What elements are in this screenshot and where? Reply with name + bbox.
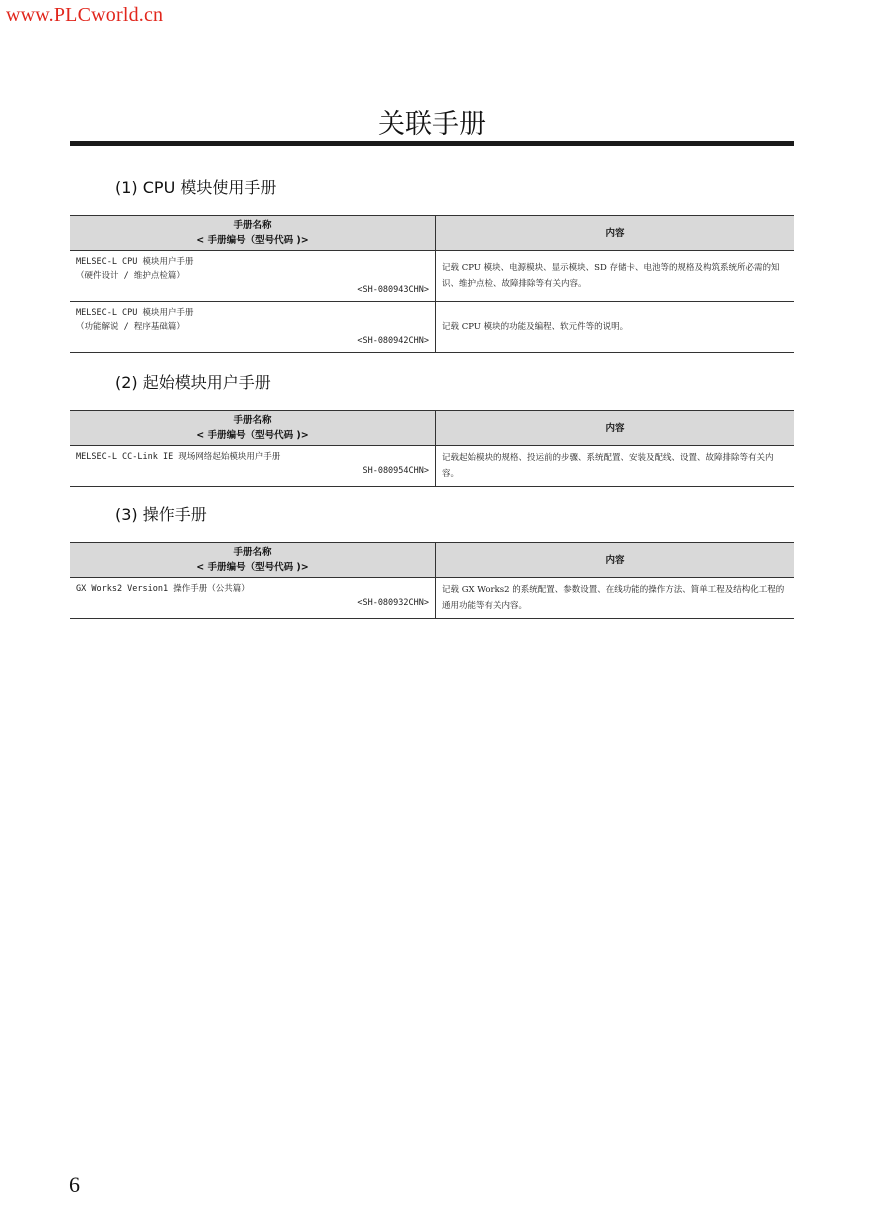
manual-content-cell: 记载 GX Works2 的系统配置、参数设置、在线功能的操作方法、简单工程及结构化工程的通用功能等有关内容。 — [436, 578, 795, 619]
manual-name-cell — [70, 302, 436, 353]
manual-code: <SH-080943CHN> — [357, 285, 429, 295]
table-header-row — [70, 543, 794, 578]
title-rule — [70, 141, 794, 146]
header-name-line1: 手册名称 — [233, 415, 272, 426]
table-header-row — [70, 216, 794, 251]
manual-title: MELSEC-L CPU 模块用户手册 — [76, 308, 194, 318]
cpu-manuals-table — [70, 215, 794, 353]
table-row — [70, 251, 794, 302]
section-heading-operating-manuals: (3) 操作手册 — [115, 505, 207, 524]
manual-code: <SH-080932CHN> — [357, 598, 429, 608]
header-name-line2: < 手册编号（型号代码 )> — [196, 235, 309, 246]
header-name-line2: < 手册编号（型号代码 )> — [196, 562, 309, 573]
manual-name-cell — [70, 251, 436, 302]
head-module-manuals-table — [70, 410, 794, 487]
manual-title: MELSEC-L CC-Link IE 现场网络起始模块用户手册 — [76, 452, 281, 462]
manual-code: SH-080954CHN> — [362, 466, 429, 476]
watermark-url: www.PLCworld.cn — [6, 4, 164, 26]
manual-subtitle: （功能解说 / 程序基础篇） — [76, 322, 185, 332]
table-row — [70, 446, 794, 487]
manual-subtitle: （硬件设计 / 维护点检篇） — [76, 271, 185, 281]
manual-code: <SH-080942CHN> — [357, 336, 429, 346]
manual-content-cell: 记载 CPU 模块、电源模块、显示模块、SD 存储卡、电池等的规格及构筑系统所必需的知识、维护点检、故障排除等有关内容。 — [436, 251, 795, 302]
table-row — [70, 302, 794, 353]
header-name-line1: 手册名称 — [233, 547, 272, 558]
manual-title: MELSEC-L CPU 模块用户手册 — [76, 257, 194, 267]
header-manual-name — [70, 411, 436, 446]
header-name-line2: < 手册编号（型号代码 )> — [196, 430, 309, 441]
header-manual-name — [70, 543, 436, 578]
manual-name-cell — [70, 578, 436, 619]
header-content: 内容 — [436, 216, 795, 251]
manual-content-cell: 记载 CPU 模块的功能及编程、软元件等的说明。 — [436, 302, 795, 353]
table-header-row — [70, 411, 794, 446]
table-row — [70, 578, 794, 619]
page-number: 6 — [69, 1172, 80, 1197]
operating-manuals-table — [70, 542, 794, 619]
header-name-line1: 手册名称 — [233, 220, 272, 231]
manual-name-cell — [70, 446, 436, 487]
header-content: 内容 — [436, 411, 795, 446]
section-heading-cpu-manuals: (1) CPU 模块使用手册 — [115, 178, 277, 197]
manual-content-cell: 记载起始模块的规格、投运前的步骤、系统配置、安装及配线、设置、故障排除等有关内容。 — [436, 446, 795, 487]
manual-title: GX Works2 Version1 操作手册（公共篇） — [76, 584, 250, 594]
page-title: 关联手册 — [378, 109, 486, 140]
header-content: 内容 — [436, 543, 795, 578]
section-heading-head-module-manuals: (2) 起始模块用户手册 — [115, 373, 271, 392]
header-manual-name — [70, 216, 436, 251]
